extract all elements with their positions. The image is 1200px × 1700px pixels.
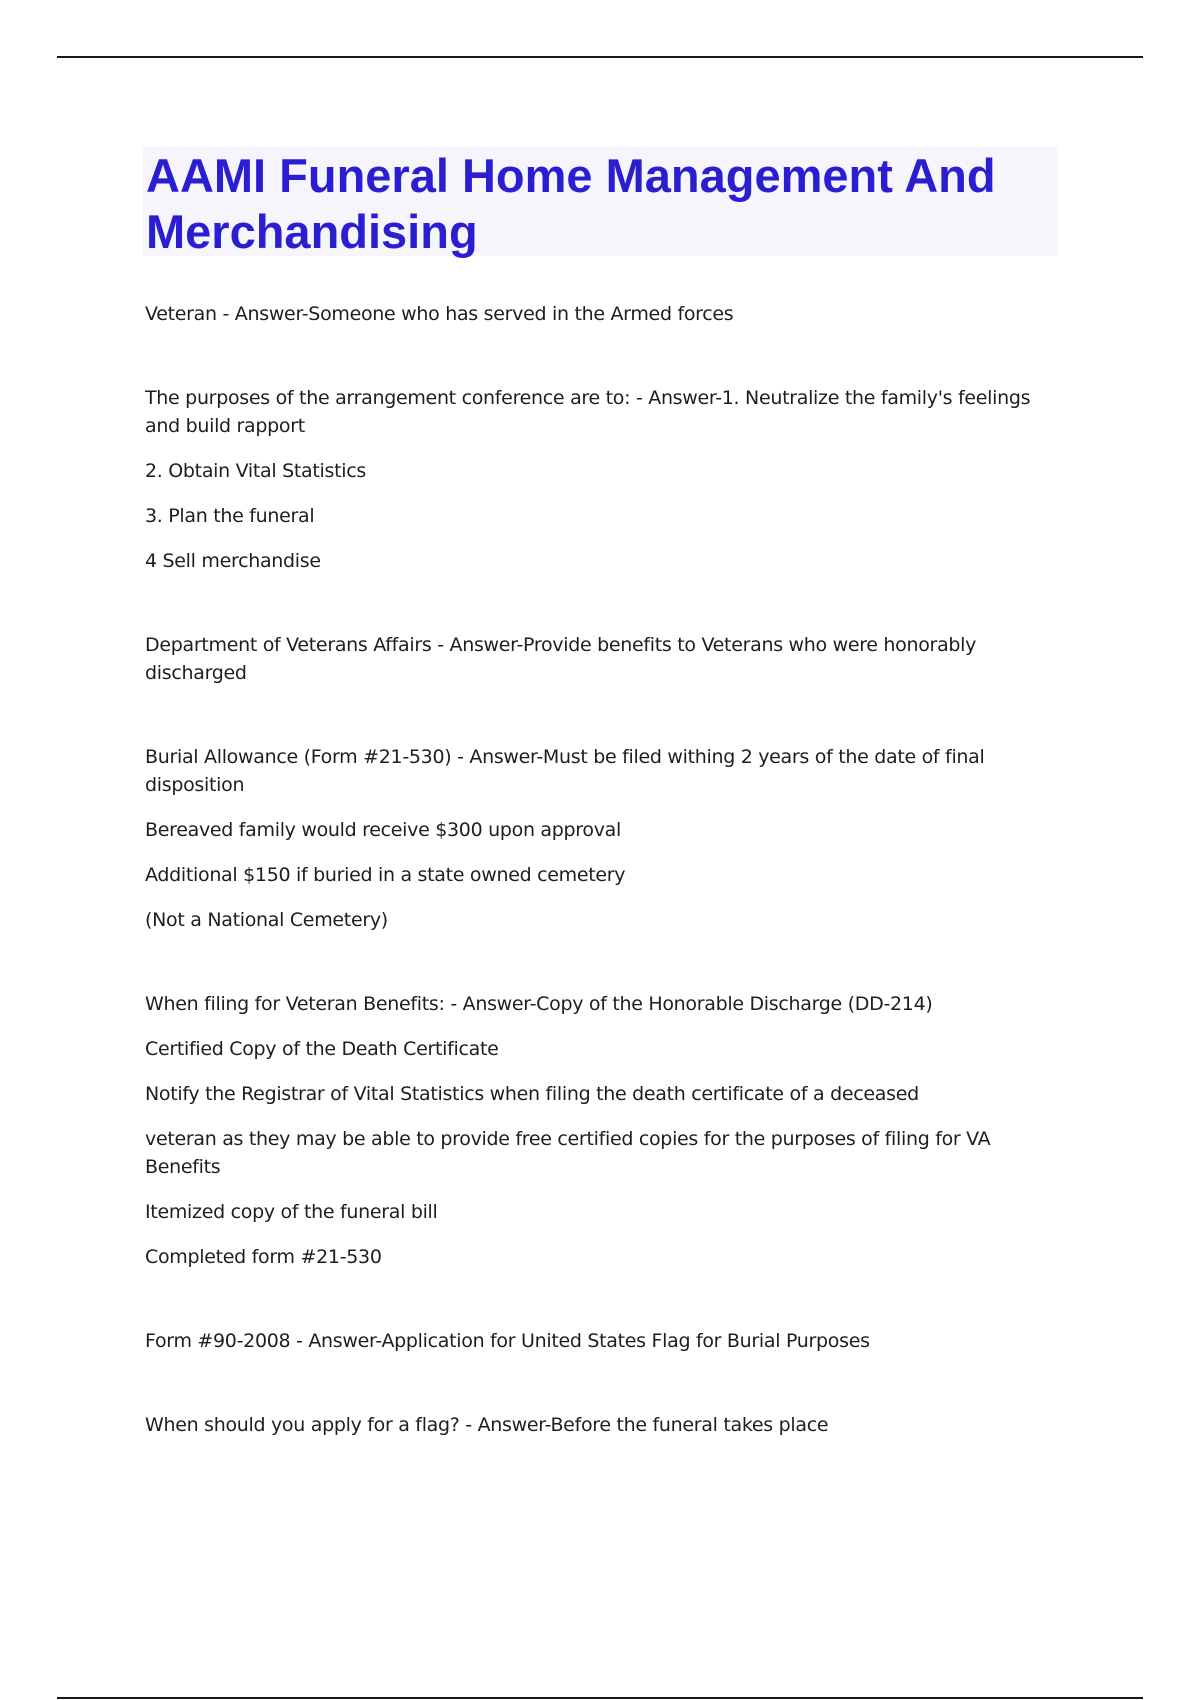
- qa-item-veteran: [145, 300, 1065, 328]
- qa-line: Veteran - Answer-Someone who has served in the Armed forces: [145, 303, 734, 325]
- qa-item-flag-form: [145, 1327, 1065, 1355]
- qa-line: Certified Copy of the Death Certificate: [145, 1038, 499, 1060]
- qa-line: Form #90-2008 - Answer-Application for United States Flag for Burial Purposes: [145, 1330, 870, 1352]
- qa-item-burial-allowance: [145, 743, 1065, 934]
- qa-item-arrangement-conference: [145, 384, 1065, 575]
- qa-item-filing-benefits: [145, 990, 1065, 1271]
- footer-rule: [57, 1697, 1143, 1699]
- qa-line: Bereaved family would receive $300 upon approval: [145, 819, 621, 841]
- qa-item-veterans-affairs: [145, 631, 1065, 687]
- qa-line: Itemized copy of the funeral bill: [145, 1201, 438, 1223]
- qa-line: veteran as they may be able to provide free certified copies for the purposes of filing for VA Benefits: [145, 1128, 991, 1178]
- qa-line: The purposes of the arrangement conference are to: - Answer-1. Neutralize the family's feelings and build rapport: [145, 387, 1031, 437]
- qa-line: Burial Allowance (Form #21-530) - Answer-Must be filed withing 2 years of the date of final disposition: [145, 746, 985, 796]
- qa-line: 3. Plan the funeral: [145, 505, 315, 527]
- qa-line: Completed form #21-530: [145, 1246, 382, 1268]
- header-rule: [57, 56, 1143, 58]
- qa-list: [145, 300, 1065, 1495]
- document-title: AAMI Funeral Home Management And Merchandising: [146, 149, 996, 258]
- qa-line: When filing for Veteran Benefits: - Answer-Copy of the Honorable Discharge (DD-214): [145, 993, 933, 1015]
- qa-line: (Not a National Cemetery): [145, 909, 388, 931]
- qa-line: 4 Sell merchandise: [145, 550, 321, 572]
- qa-line: Notify the Registrar of Vital Statistics when filing the death certificate of a deceased: [145, 1083, 919, 1105]
- qa-line: When should you apply for a flag? - Answer-Before the funeral takes place: [145, 1414, 829, 1436]
- qa-line: Department of Veterans Affairs - Answer-Provide benefits to Veterans who were honorably discharged: [145, 634, 977, 684]
- qa-line: Additional $150 if buried in a state owned cemetery: [145, 864, 626, 886]
- qa-line: 2. Obtain Vital Statistics: [145, 460, 366, 482]
- qa-item-flag-timing: [145, 1411, 1065, 1439]
